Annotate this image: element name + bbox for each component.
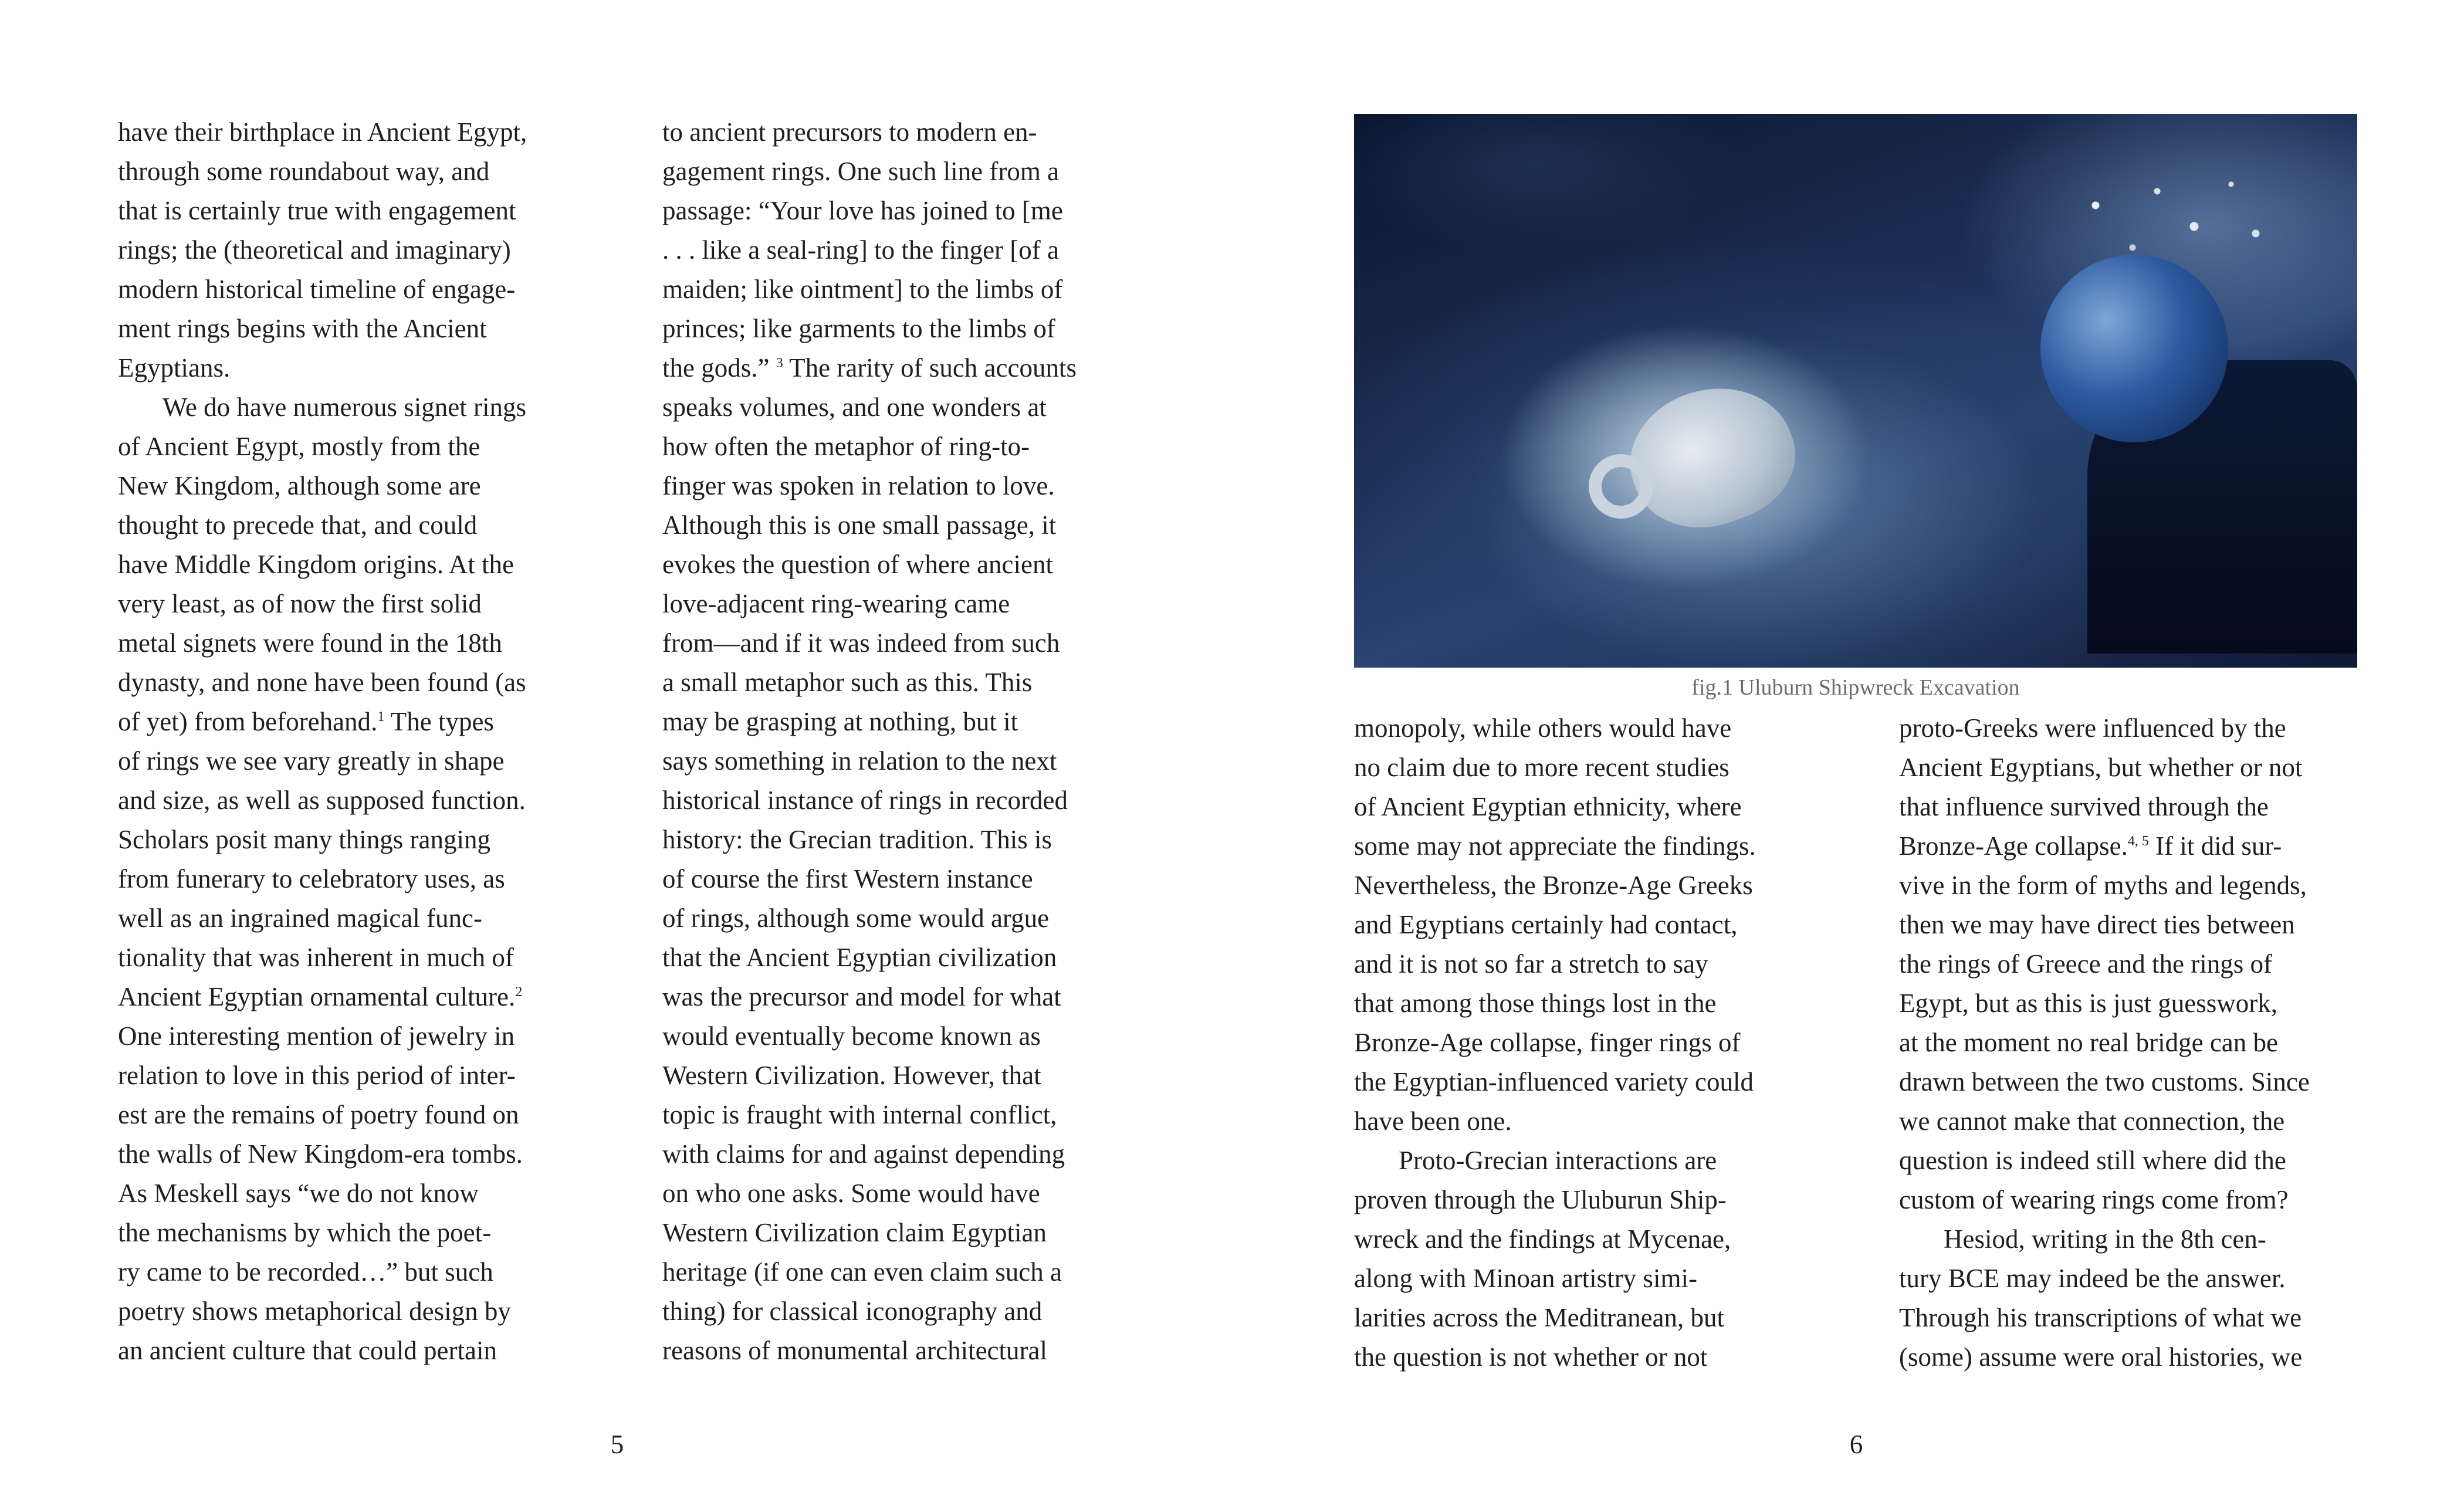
text-line: Through his transcriptions of what we: [1899, 1303, 2302, 1332]
text-line: at the moment no real bridge can be: [1899, 1028, 2278, 1057]
text-line: of rings we see vary greatly in shape: [118, 746, 505, 776]
footnote-marker: 1: [377, 709, 385, 725]
text-line: modern historical timeline of engage-: [118, 275, 516, 304]
text-line: vive in the form of myths and legends,: [1899, 871, 2307, 900]
text-line: from funerary to celebratory uses, as: [118, 864, 505, 893]
text-line: from—and if it was indeed from such: [662, 628, 1060, 658]
text-line: speaks volumes, and one wonders at: [662, 392, 1047, 422]
text-line: that is certainly true with engagement: [118, 196, 516, 225]
text-line: Hesiod, writing in the 8th cen-: [1944, 1224, 2266, 1254]
text-line: [662, 348, 1132, 388]
text-line: [118, 702, 587, 742]
text-line: wreck and the findings at Mycenae,: [1354, 1224, 1731, 1254]
text-line: Scholars posit many things ranging: [118, 825, 490, 854]
text-line: Western Civilization claim Egyptian: [662, 1218, 1047, 1247]
text-line: proto-Greeks were influenced by the: [1899, 713, 2286, 743]
text-line: topic is fraught with internal conflict,: [662, 1100, 1057, 1129]
text-line: Ancient Egyptians, but whether or not: [1899, 753, 2303, 782]
text-line: heritage (if one can even claim such a: [662, 1257, 1062, 1287]
text-line: would eventually become known as: [662, 1021, 1041, 1051]
text-line: well as an ingrained magical func-: [118, 903, 482, 933]
text-line: Bronze-Age collapse, finger rings of: [1354, 1028, 1741, 1057]
text-segment: the gods.”: [662, 353, 770, 383]
text-line: finger was spoken in relation to love.: [662, 471, 1055, 500]
text-line: the walls of New Kingdom-era tombs.: [118, 1139, 523, 1169]
text-line: gagement rings. One such line from a: [662, 157, 1060, 186]
text-line: passage: “Your love has joined to [me: [662, 196, 1063, 225]
text-line: some may not appreciate the findings.: [1354, 831, 1756, 861]
text-line: have their birthplace in Ancient Egypt,: [118, 117, 527, 147]
shipwreck-photo: [1354, 114, 2357, 668]
diver-helmet: [2040, 255, 2228, 442]
left-page-column-2: [662, 113, 1132, 1370]
text-segment: If it did sur-: [2148, 831, 2282, 861]
text-line: . . . like a seal-ring] to the finger [of a: [662, 235, 1059, 265]
text-line: an ancient culture that could pertain: [118, 1336, 497, 1365]
text-line: Nevertheless, the Bronze-Age Greeks: [1354, 871, 1753, 900]
text-line: how often the metaphor of ring-to-: [662, 432, 1030, 461]
text-line: poetry shows metaphorical design by: [118, 1297, 511, 1326]
text-line: we cannot make that connection, the: [1899, 1106, 2285, 1136]
text-line: and it is not so far a stretch to say: [1354, 949, 1708, 979]
text-line: historical instance of rings in recorded: [662, 786, 1068, 815]
text-line: As Meskell says “we do not know: [118, 1179, 479, 1208]
text-line: tury BCE may indeed be the answer.: [1899, 1264, 2286, 1293]
text-line: (some) assume were oral histories, we: [1899, 1342, 2303, 1372]
text-line: of Ancient Egypt, mostly from the: [118, 432, 480, 461]
text-line: rings; the (theoretical and imaginary): [118, 235, 511, 265]
text-line: along with Minoan artistry simi-: [1354, 1264, 1697, 1293]
text-line: that among those things lost in the: [1354, 989, 1717, 1018]
text-line: no claim due to more recent studies: [1354, 753, 1729, 782]
text-line: with claims for and against depending: [662, 1139, 1065, 1169]
text-line: ment rings begins with the Ancient: [118, 314, 487, 343]
text-line: may be grasping at nothing, but it: [662, 707, 1018, 736]
text-line: very least, as of now the first solid: [118, 589, 482, 618]
text-line: [118, 977, 587, 1017]
text-line: reasons of monumental architectural: [662, 1336, 1047, 1365]
page-number: 6: [1849, 1430, 1863, 1459]
text-segment: The types: [384, 707, 494, 736]
text-line: evokes the question of where ancient: [662, 550, 1054, 579]
text-line: question is indeed still where did the: [1899, 1146, 2286, 1175]
text-line: metal signets were found in the 18th: [118, 628, 502, 658]
text-line: through some roundabout way, and: [118, 157, 490, 186]
text-line: of course the first Western instance: [662, 864, 1033, 893]
text-line: and Egyptians certainly had contact,: [1354, 910, 1738, 939]
text-line: thought to precede that, and could: [118, 510, 478, 540]
text-line: [1899, 827, 2368, 866]
text-line: We do have numerous signet rings: [163, 392, 527, 422]
reef-rock: [1354, 114, 1741, 255]
text-line: ry came to be recorded…” but such: [118, 1257, 493, 1287]
text-line: was the precursor and model for what: [662, 982, 1061, 1011]
text-line: have been one.: [1354, 1106, 1512, 1136]
text-line: the rings of Greece and the rings of: [1899, 949, 2273, 979]
text-line: on who one asks. Some would have: [662, 1179, 1040, 1208]
text-line: tionality that was inherent in much of: [118, 943, 514, 972]
text-line: princes; like garments to the limbs of: [662, 314, 1055, 343]
text-line: that the Ancient Egyptian civilization: [662, 943, 1057, 972]
text-line: drawn between the two customs. Since: [1899, 1067, 2310, 1096]
figure-caption: fig.1 Uluburn Shipwreck Excavation: [1691, 675, 2020, 700]
text-line: the mechanisms by which the poet-: [118, 1218, 492, 1247]
text-segment: The rarity of such accounts: [783, 353, 1077, 383]
page-number: 5: [610, 1430, 624, 1459]
text-line: relation to love in this period of inter-: [118, 1061, 516, 1090]
amphora-artifact: [1612, 365, 1812, 549]
right-page-column-2: [1899, 709, 2368, 1377]
text-line: the Egyptian-influenced variety could: [1354, 1067, 1754, 1096]
left-page-column-1: [118, 113, 587, 1370]
text-line: New Kingdom, although some are: [118, 471, 481, 500]
text-line: Western Civilization. However, that: [662, 1061, 1041, 1090]
footnote-marker: 3: [776, 356, 783, 371]
text-line: of rings, although some would argue: [662, 903, 1050, 933]
text-line: and size, as well as supposed function.: [118, 786, 526, 815]
text-segment: of yet) from beforehand.: [118, 707, 378, 736]
text-line: Proto-Grecian interactions are: [1399, 1146, 1717, 1175]
text-line: maiden; like ointment] to the limbs of: [662, 275, 1063, 304]
text-line: custom of wearing rings come from?: [1899, 1185, 2289, 1214]
footnote-marker: 2: [515, 984, 523, 1000]
text-line: history: the Grecian tradition. This is: [662, 825, 1052, 854]
text-line: est are the remains of poetry found on: [118, 1100, 519, 1129]
text-line: of Ancient Egyptian ethnicity, where: [1354, 792, 1742, 821]
text-line: a small metaphor such as this. This: [662, 668, 1033, 697]
text-line: the question is not whether or not: [1354, 1342, 1708, 1372]
text-line: that influence survived through the: [1899, 792, 2269, 821]
text-line: Egyptians.: [118, 353, 231, 383]
text-line: proven through the Uluburun Ship-: [1354, 1185, 1727, 1214]
text-line: then we may have direct ties between: [1899, 910, 2295, 939]
text-line: Egypt, but as this is just guesswork,: [1899, 989, 2278, 1018]
text-line: Although this is one small passage, it: [662, 510, 1057, 540]
text-line: One interesting mention of jewelry in: [118, 1021, 515, 1051]
right-page-column-1: [1354, 709, 1823, 1377]
footnote-marker: 4, 5: [2127, 834, 2149, 849]
text-line: says something in relation to the next: [662, 746, 1057, 776]
text-line: love-adjacent ring-wearing came: [662, 589, 1010, 618]
text-segment: Ancient Egyptian ornamental culture.: [118, 982, 516, 1011]
amphora-mouth: [1589, 454, 1653, 519]
text-line: larities across the Meditranean, but: [1354, 1303, 1725, 1332]
text-line: to ancient precursors to modern en-: [662, 117, 1037, 147]
text-line: thing) for classical iconography and: [662, 1297, 1043, 1326]
text-line: dynasty, and none have been found (as: [118, 668, 526, 697]
text-line: have Middle Kingdom origins. At the: [118, 550, 514, 579]
text-segment: Bronze-Age collapse.: [1899, 831, 2128, 861]
text-line: monopoly, while others would have: [1354, 713, 1732, 743]
